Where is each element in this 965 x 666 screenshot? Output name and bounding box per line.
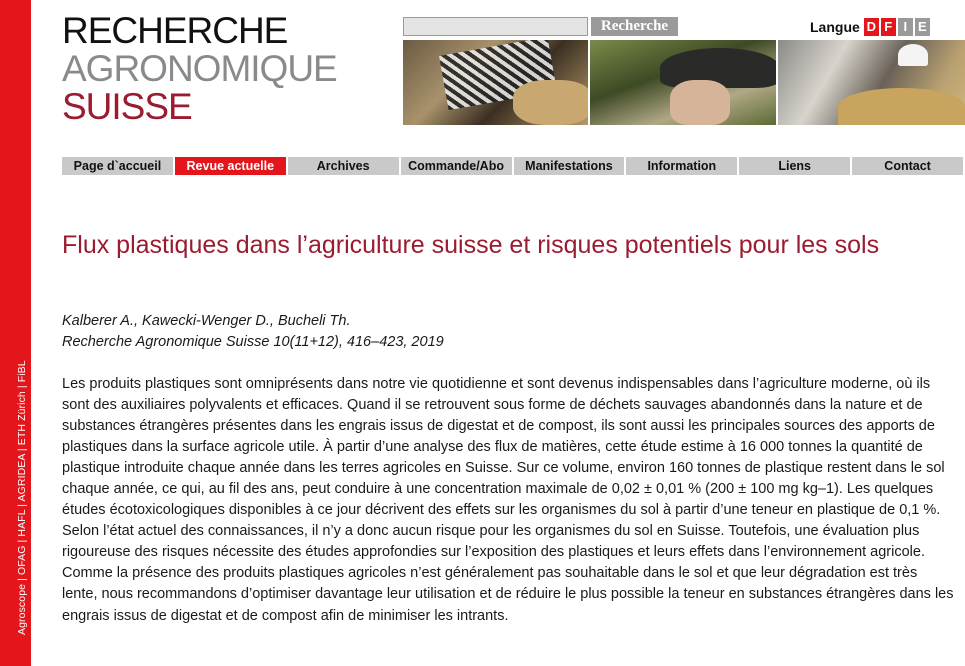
logo-line-suisse: SUISSE [62,86,192,127]
article-abstract: Les produits plastiques sont omniprésents dans notre vie quotidienne et sont devenus indispensables dans l’agriculture moderne, où ils sont des auxiliaires polyvalents et efficaces. Quand il se retrouvent sous forme de déchets sauvages abandonnés dans la nature et de substances étrangères présentes dans les engrais issus de digestat et de compost, ils sont aussi les principales sources des apports de plastiques dans la surface agricole utile. À partir d’une analyse des flux de matières, cette étude estime à 16 000 tonnes la quantité de plastique introduite chaque année dans les terres agricoles en Suisse. Sur ce volume, environ 160 tonnes de plastique restent dans le sol chaque année, ce qui, au fil des ans, peut conduire à une concentration maximale de 0,02 ± 0,01 % (200 ± 100 mg kg–1). Les quelques études écotoxicologiques disponibles à ce jour décrivent des effets sur les organismes du sol à partir d’une teneur en plastique de 0,1 %. Selon l’état actuel des connaissances, il n’y a donc aucun risque pour les organismes du sol en Suisse. Toutefois, une évaluation plus rigoureuse des risques nécessite des études approfondies sur l’exposition des plastiques et leurs effets dans l’environnement agricole. Comme la présence des produits plastiques agricoles n’est généralement pas souhaitable dans le sol et que leur dégradation est très lente, nous recommandons d’optimiser davantage leur utilisation et de réduire le plus possible la teneur en substances étrangères dans les engrais issus de digestat et de compost afin de minimiser les intrants. [62,376,954,624]
article-title: Flux plastiques dans l’agriculture suisse et risques potentiels pour les sols [62,231,880,259]
language-option-d[interactable]: D [864,18,879,36]
language-switcher [810,17,932,36]
logo-line-recherche: RECHERCHE [62,10,288,51]
left-brand-bar [0,0,31,666]
nav-item-order-subscription[interactable]: Commande/Abo [401,157,512,175]
nav-item-home[interactable]: Page d`accueil [62,157,173,175]
nav-item-links[interactable]: Liens [739,157,850,175]
header-photo-cheese-making [778,40,965,125]
header-photo-film-bread [403,40,588,125]
nav-item-events[interactable]: Manifestations [514,157,625,175]
nav-item-information[interactable]: Information [626,157,737,175]
photo-detail [838,88,965,125]
search-input[interactable] [403,17,588,36]
photo-detail [670,80,730,125]
nav-item-contact[interactable]: Contact [852,157,963,175]
site-logo[interactable] [62,12,337,126]
language-option-e[interactable]: E [915,18,930,36]
header-photo-woman-field [590,40,776,125]
article-authors: Kalberer A., Kawecki-Wenger D., Bucheli Th. [62,313,351,329]
partner-list: Agroscope | OFAG | HAFL | AGRIDEA | ETH Zürich | FiBL [16,360,28,635]
language-label: Langue [810,18,860,35]
language-option-f[interactable]: F [881,18,896,36]
search-button[interactable]: Recherche [591,17,678,36]
main-navigation [62,157,965,175]
photo-detail [898,44,928,66]
nav-item-current-issue[interactable]: Revue actuelle [175,157,286,175]
nav-item-archives[interactable]: Archives [288,157,399,175]
language-option-i[interactable]: I [898,18,913,36]
photo-detail [513,80,588,125]
article-citation: Recherche Agronomique Suisse 10(11+12), 416–423, 2019 [62,334,444,350]
header-photo-banner [403,40,965,125]
logo-line-agronomique: AGRONOMIQUE [62,48,337,89]
